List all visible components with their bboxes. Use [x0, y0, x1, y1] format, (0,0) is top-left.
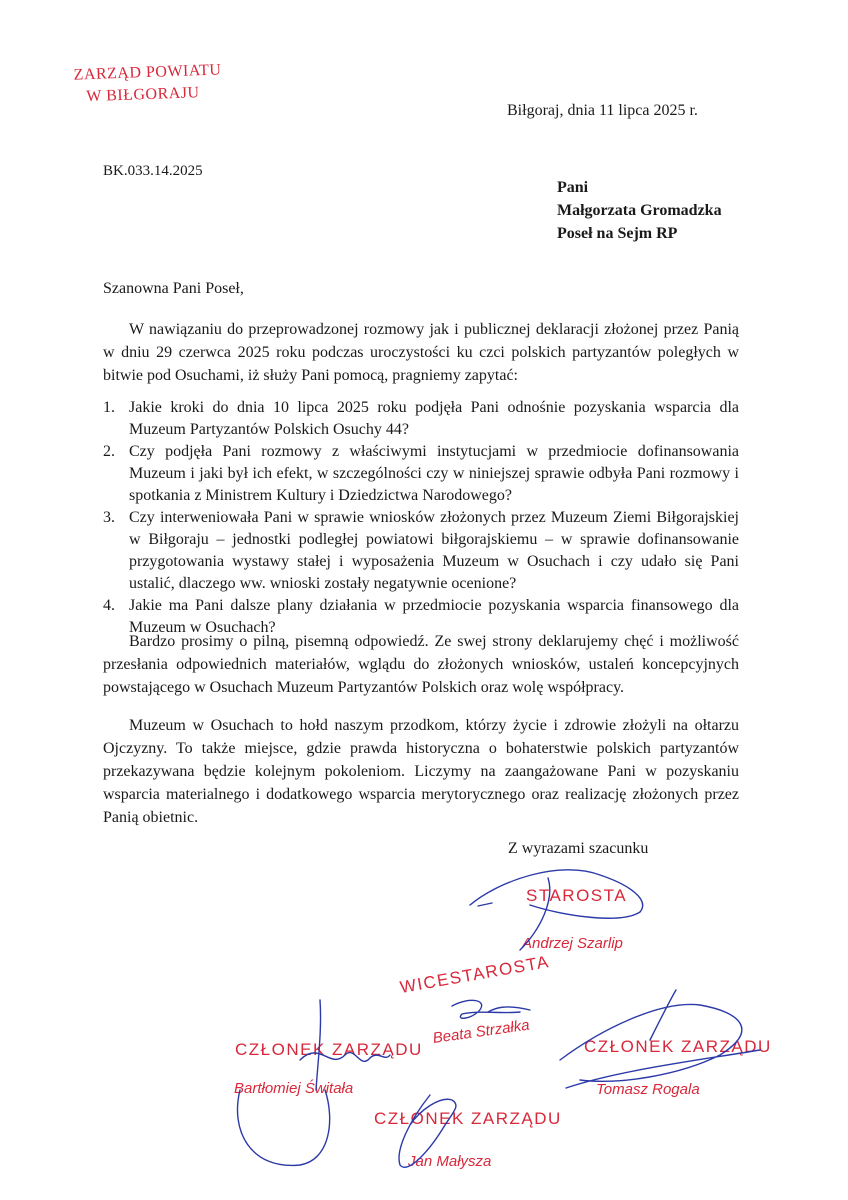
list-item [103, 397, 739, 441]
organization-line1: ZARZĄD POWIATU [73, 61, 222, 84]
list-number: 1. [103, 399, 115, 416]
list-text: Czy interweniowała Pani w sprawie wniosków złożonych przez Muzeum Ziemi Biłgorajskiej w Biłgoraju – jednostki podległej powiatowi biłgorajskiemu – w sprawie dofinansowanie przygotowania wystawy stałej i wyposażenia Muzeum w Osuchach i czy udało się Pani ustalić, dlaczego ww. wnioski zostały negatywnie ocenione? [129, 509, 739, 592]
questions-list [103, 397, 739, 639]
stamp-starosta-name: Andrzej Szarlip [522, 935, 623, 952]
list-number: 4. [103, 597, 115, 614]
stamp-member1-name: Bartłomiej Świtała [234, 1080, 354, 1097]
list-text: Jakie ma Pani dalsze plany działania w przedmiocie pozyskania wsparcia finansowego dla Muzeum w Osuchach? [129, 597, 739, 636]
list-item [103, 507, 739, 595]
list-text: Czy podjęła Pani rozmowy z właściwymi instytucjami w przedmiocie dofinansowania Muzeum i jaki był ich efekt, w szczególności czy w niniejszej sprawie odbyła Pani rozmowy i spotkania z Ministrem Kultury i Dziedzictwa Narodowego? [129, 443, 739, 504]
closing-phrase: Z wyrazami szacunku [508, 840, 649, 857]
stamp-member3-name: Jan Małysza [408, 1153, 492, 1170]
stamp-member1-role: CZŁONEK ZARZĄDU [235, 1040, 423, 1059]
recipient-line1: Pani [557, 179, 589, 196]
request-paragraph: Bardzo prosimy o pilną, pisemną odpowiedź. Ze swej strony deklarujemy chęć i możliwość przesłania odpowiednich materiałów, wglądu do złożonych wniosków, ustaleń koncepcyjnych powstającego w Osuchach Muzeum Partyzantów Polskich oraz wolę współpracy. [103, 633, 739, 696]
list-number: 2. [103, 443, 115, 460]
list-text: Jakie kroki do dnia 10 lipca 2025 roku podjęła Pani odnośnie pozyskania wsparcia dla Muzeum Partyzantów Polskich Osuchy 44? [129, 399, 739, 438]
stamp-starosta-role: STAROSTA [526, 886, 628, 905]
stamp-vicestarosta-role: WICESTAROSTA [398, 951, 552, 998]
salutation: Szanowna Pani Poseł, [103, 280, 244, 297]
recipient-line3: Poseł na Sejm RP [557, 225, 678, 242]
stamp-member3-role: CZŁONEK ZARZĄDU [374, 1109, 562, 1128]
museum-paragraph: Muzeum w Osuchach to hołd naszym przodkom, którzy życie i zdrowie złożyli na ołtarzu Ojczyzny. To także miejsce, gdzie prawda historyczna o bohaterstwie polskich partyzantów przekazywana będzie kolejnym pokoleniom. Liczymy na zaangażowane Pani w pozyskaniu wsparcia materialnego i dodatkowego wsparcia merytorycznego oraz realizację złożonych przez Panią obietnic. [103, 717, 739, 826]
organization-stamp [73, 59, 222, 108]
signature-vicestarosta [452, 1000, 530, 1018]
intro-paragraph: W nawiązaniu do przeprowadzonej rozmowy jak i publicznej deklaracji złożonej przez Panią w dniu 29 czerwca 2025 roku podczas uroczystości ku czci polskich partyzantów poległych w bitwie pod Osuchami, iż służy Pani pomocą, pragniemy zapytać: [103, 321, 739, 384]
place-date: Biłgoraj, dnia 11 lipca 2025 r. [507, 102, 698, 119]
list-number: 3. [103, 509, 115, 526]
recipient-line2: Małgorzata Gromadzka [557, 202, 722, 219]
organization-line2: W BIŁGORAJU [86, 84, 200, 106]
recipient-block [557, 176, 722, 245]
stamp-vicestarosta-name: Beata Strzałka [431, 1016, 531, 1047]
stamp-member2-name: Tomasz Rogala [596, 1081, 700, 1098]
reference-number: BK.033.14.2025 [103, 163, 203, 179]
list-item [103, 441, 739, 507]
stamp-member2-role: CZŁONEK ZARZĄDU [584, 1037, 772, 1056]
